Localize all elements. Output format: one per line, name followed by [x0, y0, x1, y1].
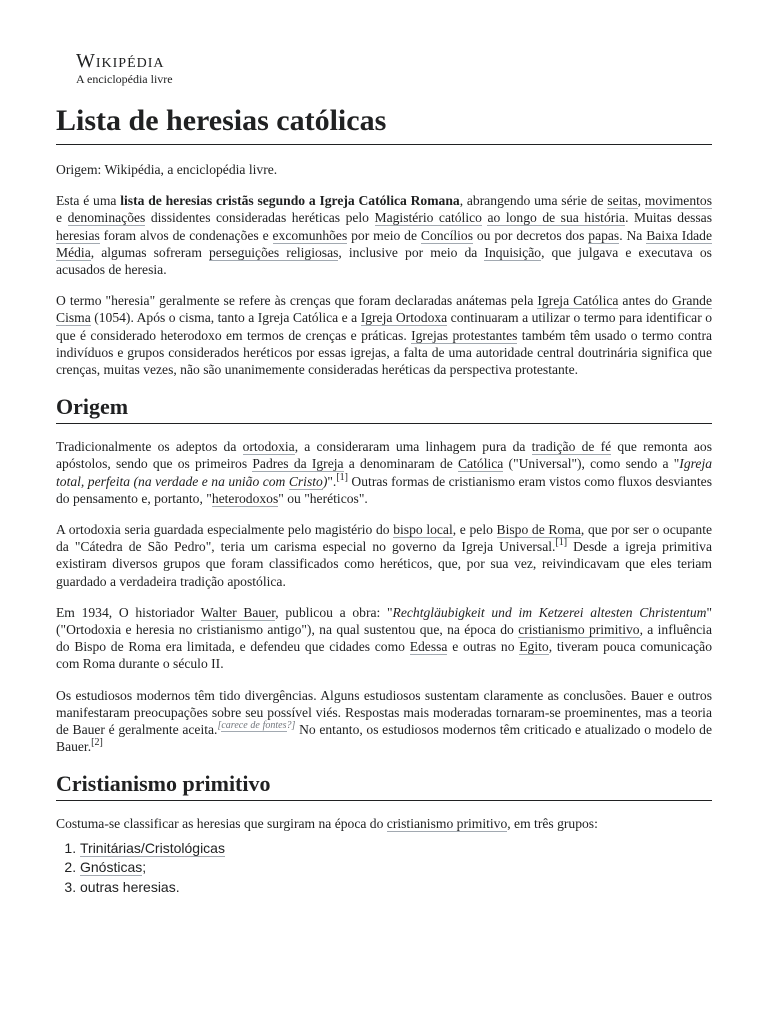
- link-magisterio[interactable]: Magistério católico: [374, 210, 482, 226]
- text: dissidentes consideradas heréticas pelo: [145, 210, 375, 226]
- site-sub: Origem: Wikipédia, a enciclopédia livre.: [56, 162, 278, 177]
- logo-tagline: A enciclopédia livre: [76, 72, 173, 86]
- text: , a consideraram uma linhagem pura da: [294, 439, 532, 455]
- link-cristianismo-primitivo[interactable]: cristianismo primitivo: [518, 622, 640, 638]
- link-excomunhoes[interactable]: excomunhões: [272, 227, 348, 243]
- link-bispo-local[interactable]: bispo local: [393, 522, 453, 538]
- bracket: [: [217, 720, 222, 732]
- link-denominacoes[interactable]: denominações: [67, 210, 146, 226]
- link-padres-da-igreja[interactable]: Padres da Igreja: [252, 456, 344, 472]
- link-inquisicao[interactable]: Inquisição: [484, 244, 542, 260]
- bracket: ?]: [286, 720, 296, 732]
- citation-needed: [217, 720, 295, 732]
- link-igreja-catolica[interactable]: Igreja Católica: [537, 293, 619, 309]
- italic-title: Rechtgläubigkeit und im Ketzerei altesten Christentum: [392, 604, 707, 620]
- origem-paragraph-4: [56, 687, 712, 756]
- text: Em 1934, O historiador: [56, 604, 201, 620]
- text: , em três grupos:: [507, 816, 598, 832]
- text: Costuma-se classificar as heresias que surgiram na época do: [56, 816, 387, 832]
- origem-paragraph-2: [56, 521, 712, 590]
- text: (1054). Após o cisma, tanto a Igreja Católica e a: [90, 310, 361, 326]
- text: a denominaram de: [343, 456, 459, 472]
- heresy-groups-list: [56, 839, 712, 898]
- page-title: Lista de heresias católicas: [56, 100, 712, 145]
- link-grande-cisma[interactable]: Grande Cisma: [56, 293, 713, 326]
- link-cristianismo-primitivo[interactable]: cristianismo primitivo: [386, 816, 508, 832]
- text: , que julgava e executava os acusados de heresia.: [56, 244, 712, 278]
- link-gnosticas[interactable]: Gnósticas: [80, 859, 143, 876]
- link-movimentos[interactable]: movimentos: [644, 193, 712, 209]
- citation-needed-link[interactable]: carece de fontes: [221, 720, 287, 732]
- logo-wordmark: Wikipédia: [76, 50, 165, 72]
- origem-paragraph-3: [56, 604, 712, 673]
- reference-link[interactable]: [2]: [91, 737, 103, 749]
- text: Outras formas de cristianismo eram vistos como fluxos desviantes do pensamento e, portanto, ": [56, 473, 712, 506]
- text: também têm usado o termo contra indivíduos e grupos considerados heréticos por essas igrejas, a falta de uma autoridade central doutrinária significa que crenças, muitas vezes, não são unanimemente consideradas heréticas da perspectiva protestante.: [56, 327, 712, 378]
- text: continuaram a utilizar o termo para identificar o que é considerado heterodoxo em termos de crenças e práticas.: [56, 310, 712, 343]
- link-heresias[interactable]: heresias: [56, 227, 100, 243]
- article-content: [56, 100, 712, 897]
- text: ou por decretos dos: [473, 227, 589, 243]
- text: , a influência do Bispo de Roma era limitada, e defendeu que cidades como: [56, 622, 712, 655]
- text: , e pelo: [452, 522, 497, 538]
- link-cristo[interactable]: Cristo: [288, 473, 323, 489]
- intro-paragraph-1: [56, 192, 712, 278]
- text: por meio de: [347, 227, 421, 243]
- link-catolica[interactable]: Católica: [458, 456, 504, 472]
- wikipedia-logo[interactable]: [76, 50, 173, 86]
- text: . Na: [619, 227, 647, 243]
- list-item: [80, 839, 712, 859]
- section-heading-cristianismo-primitivo: Cristianismo primitivo: [56, 769, 712, 801]
- link-concilios[interactable]: Concílios: [420, 227, 473, 243]
- link-igrejas-protestantes[interactable]: Igrejas protestantes: [411, 327, 518, 343]
- text: que remonta aos apóstolos, sendo que os primeiros: [56, 439, 712, 472]
- text: ;: [142, 859, 147, 876]
- text: , abrangendo uma série de: [459, 193, 608, 209]
- link-historia[interactable]: ao longo de sua história: [487, 210, 626, 226]
- text: e: [56, 210, 68, 226]
- cristianismo-paragraph-1: [56, 815, 712, 832]
- text: Tradicionalmente os adeptos da: [56, 439, 243, 455]
- text: O termo "heresia" geralmente se refere às crenças que foram declaradas anátemas pela: [56, 293, 538, 309]
- text: " ou "heréticos".: [278, 490, 368, 506]
- link-trinitarias[interactable]: Trinitárias/Cristológicas: [80, 839, 225, 856]
- link-papas[interactable]: papas: [588, 227, 620, 243]
- link-heterodoxos[interactable]: heterodoxos: [211, 490, 279, 506]
- link-ortodoxia[interactable]: ortodoxia: [242, 439, 295, 455]
- text: Esta é uma: [56, 193, 121, 209]
- italic-quote: Igreja total, perfeita (na verdade e na união com: [56, 456, 713, 489]
- italic-quote: ): [322, 473, 328, 489]
- text: Os estudiosos modernos têm tido divergências. Alguns estudiosos sustentam claramente as conclusões. Bauer e outros manifestaram preocupações sobre seu possível viés. Respostas mais moderadas tornaram-se proeminentes, mas a teoria de Bauer é geralmente aceita.: [56, 687, 712, 738]
- text: . Muitas dessas: [625, 210, 713, 226]
- text: ,: [637, 193, 645, 209]
- section-heading-origem: Origem: [56, 392, 712, 424]
- text: , publicou a obra: ": [275, 604, 393, 620]
- text: A ortodoxia seria guardada especialmente pelo magistério do: [56, 522, 394, 538]
- link-bispo-de-roma[interactable]: Bispo de Roma: [496, 522, 581, 538]
- text: , algumas sofreram: [90, 244, 209, 260]
- text: ("Universal"), como sendo a ": [503, 456, 680, 472]
- text: foram alvos de condenações e: [99, 227, 273, 243]
- text: ".: [327, 473, 337, 489]
- reference-link[interactable]: [1]: [555, 537, 568, 549]
- link-baixa-idade-media[interactable]: Baixa Idade Média: [56, 227, 712, 260]
- text: " ("Ortodoxia e heresia no cristianismo antigo"), na qual sustentou que, na época do: [56, 604, 712, 638]
- text: Desde a igreja primitiva existiram diversos grupos que foram classificados como heréticos, que, por sua vez, reivindicavam que eles teriam guardado a verdadeira tradição apostólica.: [56, 539, 712, 589]
- intro-paragraph-2: [56, 292, 712, 378]
- link-edessa[interactable]: Edessa: [409, 639, 448, 655]
- origem-paragraph-1: [56, 438, 712, 507]
- text: outras heresias.: [80, 878, 180, 895]
- bold-term: lista de heresias cristãs segundo a Igreja Católica Romana: [120, 193, 460, 209]
- list-item: [80, 858, 712, 878]
- text: , que por ser o ocupante da "Cátedra de São Pedro", teria um carisma especial no governo da Igreja Universal.: [56, 522, 712, 555]
- link-tradicao-de-fe[interactable]: tradição de fé: [531, 439, 612, 455]
- link-walter-bauer[interactable]: Walter Bauer: [200, 604, 276, 620]
- text: e outras no: [447, 639, 520, 655]
- link-igreja-ortodoxa[interactable]: Igreja Ortodoxa: [360, 310, 448, 326]
- link-egito[interactable]: Egito: [519, 639, 549, 655]
- reference-link[interactable]: [1]: [336, 471, 348, 483]
- list-item: [80, 878, 712, 898]
- text: , tiveram pouca comunicação com Roma durante o século II.: [56, 639, 712, 672]
- link-perseguicoes[interactable]: perseguições religiosas: [209, 244, 339, 260]
- text: antes do: [618, 293, 672, 309]
- text: , inclusive por meio da: [338, 244, 485, 260]
- text: No entanto, os estudiosos modernos têm criticado e atualizado o modelo de Bauer.: [56, 722, 712, 755]
- link-seitas[interactable]: seitas: [607, 193, 638, 209]
